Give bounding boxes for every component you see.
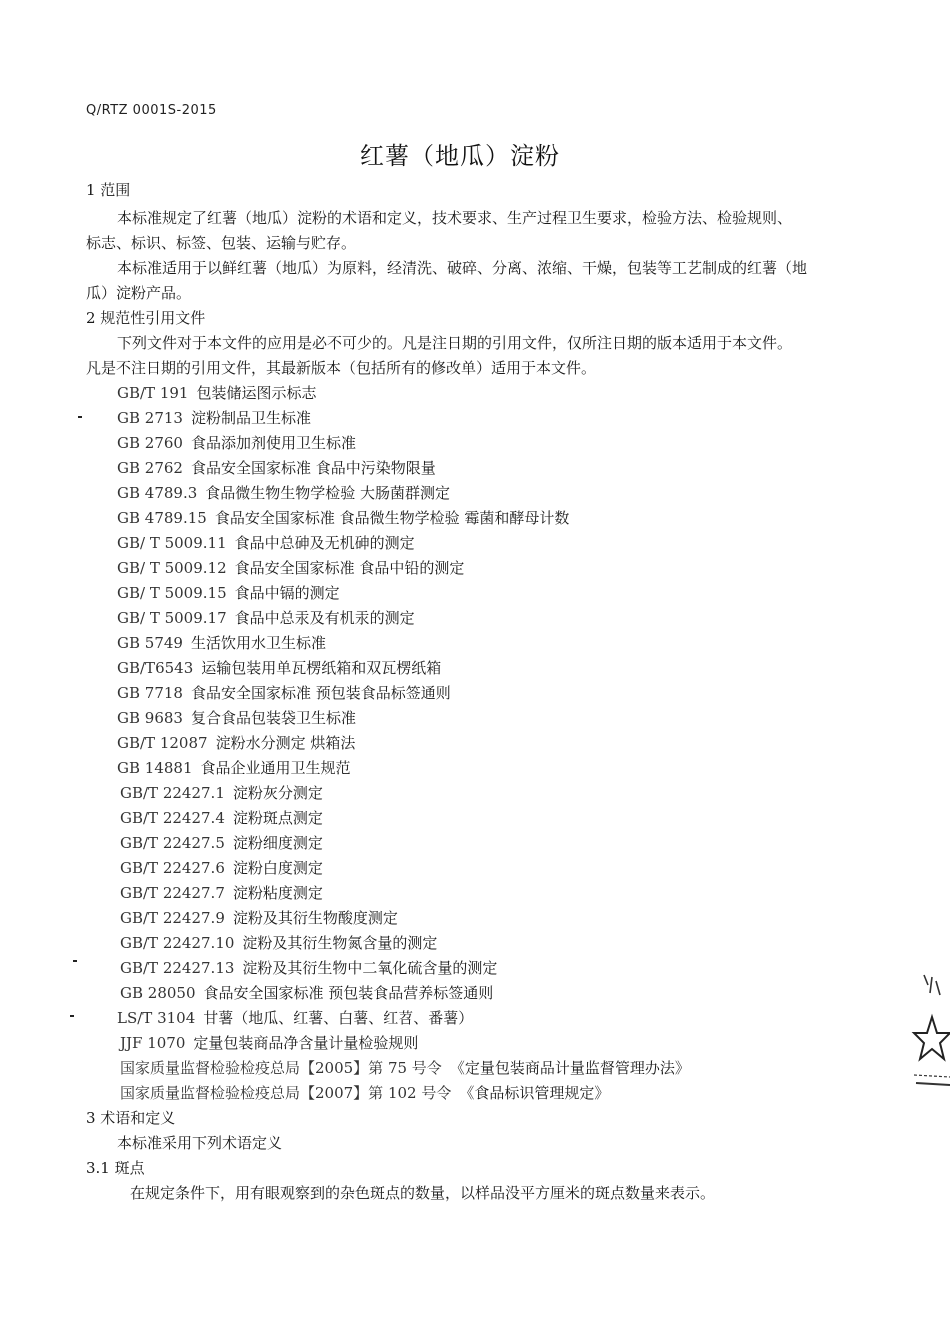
reference-title: 复合食品包装袋卫生标准 (190, 709, 356, 727)
section-2-paragraph-line-2: 凡是不注日期的引用文件，其最新版本（包括所有的修改单）适用于本文件。 (86, 359, 597, 377)
reference-code: GB/T 22427.5 (120, 834, 225, 852)
reference-title: 淀粉及其衍生物氮含量的测定 (242, 934, 438, 952)
reference-title: 食品微生物生物学检验 大肠菌群测定 (205, 484, 451, 502)
reference-item (120, 1083, 609, 1103)
reference-title: 淀粉粘度测定 (232, 884, 323, 902)
reference-code: GB/T 22427.13 (120, 959, 235, 977)
scan-mark (78, 416, 82, 418)
reference-title: 《定量包装商品计量监督管理办法》 (449, 1059, 690, 1077)
reference-title: 淀粉水分测定 烘箱法 (215, 734, 356, 752)
reference-title: 食品中镉的测定 (234, 584, 340, 602)
reference-code: GB 7718 (117, 684, 183, 702)
section-1-paragraph-2-line-2: 瓜）淀粉产品。 (86, 284, 192, 302)
reference-item (117, 708, 356, 728)
section-2-paragraph-line-1: 下列文件对于本文件的应用是必不可少的。凡是注日期的引用文件，仅所注日期的版本适用于本文件。 (117, 334, 793, 352)
section-3-1-paragraph: 在规定条件下，用有眼观察到的杂色斑点的数量，以样品没平方厘米的斑点数量来表示。 (130, 1184, 716, 1202)
reference-item (120, 833, 323, 853)
reference-item (120, 1058, 690, 1078)
reference-code: GB/T 22427.7 (120, 884, 225, 902)
reference-code: 国家质量监督检验检疫总局【2005】第 75 号令 (120, 1059, 442, 1077)
reference-item (120, 933, 437, 953)
reference-item (117, 483, 450, 503)
reference-title: 食品安全国家标准 食品中污染物限量 (190, 459, 436, 477)
reference-title: 淀粉白度测定 (232, 859, 323, 877)
section-3-paragraph: 本标准采用下列术语定义 (117, 1134, 283, 1152)
reference-code: GB 2762 (117, 459, 183, 477)
reference-title: 食品安全国家标准 预包装食品标签通则 (190, 684, 451, 702)
reference-code: GB/T 22427.4 (120, 809, 225, 827)
reference-item (117, 608, 415, 628)
reference-item (117, 1008, 473, 1028)
reference-item (117, 383, 316, 403)
section-2-heading: 2 规范性引用文件 (86, 309, 206, 327)
reference-code: GB 2713 (117, 409, 183, 427)
reference-code: GB 9683 (117, 709, 183, 727)
reference-item (120, 983, 493, 1003)
reference-title: 淀粉细度测定 (232, 834, 323, 852)
reference-code: GB/ T 5009.12 (117, 559, 227, 577)
reference-code: GB/T 22427.6 (120, 859, 225, 877)
reference-code: GB/ T 5009.11 (117, 534, 227, 552)
reference-item (117, 458, 436, 478)
reference-item (120, 808, 323, 828)
scan-mark (70, 1015, 74, 1017)
reference-code: GB 4789.15 (117, 509, 207, 527)
reference-code: GB 14881 (117, 759, 193, 777)
reference-item (120, 858, 323, 878)
reference-code: GB/T 22427.9 (120, 909, 225, 927)
reference-title: 食品中总汞及有机汞的测定 (234, 609, 415, 627)
reference-item (117, 408, 311, 428)
section-1-paragraph-1-line-1: 本标准规定了红薯（地瓜）淀粉的术语和定义，技术要求、生产过程卫生要求，检验方法、检验规则、 (117, 209, 793, 227)
reference-title: 食品添加剂使用卫生标准 (190, 434, 356, 452)
reference-code: LS/T 3104 (117, 1009, 196, 1027)
section-1-heading: 1 范围 (86, 181, 131, 199)
reference-code: GB 2760 (117, 434, 183, 452)
reference-code: GB/ T 5009.15 (117, 584, 227, 602)
reference-title: 淀粉制品卫生标准 (190, 409, 311, 427)
section-1-paragraph-1-line-2: 标志、标识、标签、包装、运输与贮存。 (86, 234, 357, 252)
reference-code: GB 28050 (120, 984, 196, 1002)
reference-code: JJF 1070 (120, 1034, 186, 1052)
reference-item (117, 658, 441, 678)
section-1-paragraph-2-line-1: 本标准适用于以鲜红薯（地瓜）为原料，经清洗、破碎、分离、浓缩、干燥，包装等工艺制成的红薯（地 (117, 259, 808, 277)
reference-title: 食品企业通用卫生规范 (200, 759, 351, 777)
reference-item (117, 433, 356, 453)
reference-item (117, 558, 464, 578)
reference-code: GB/T 22427.1 (120, 784, 225, 802)
reference-item (117, 583, 340, 603)
reference-item (117, 533, 415, 553)
reference-title: 包装储运图示标志 (196, 384, 317, 402)
reference-title: 食品中总砷及无机砷的测定 (234, 534, 415, 552)
reference-title: 淀粉灰分测定 (232, 784, 323, 802)
reference-code: GB/T 12087 (117, 734, 208, 752)
reference-title: 食品安全国家标准 预包装食品营养标签通则 (203, 984, 494, 1002)
reference-code: GB 4789.3 (117, 484, 198, 502)
reference-title: 淀粉及其衍生物中二氧化硫含量的测定 (242, 959, 498, 977)
reference-code: GB/ T 5009.17 (117, 609, 227, 627)
reference-code: GB/T 22427.10 (120, 934, 235, 952)
reference-item (120, 783, 323, 803)
document-title: 红薯（地瓜）淀粉 (360, 142, 560, 170)
reference-code: GB/T6543 (117, 659, 194, 677)
reference-code: 国家质量监督检验检疫总局【2007】第 102 号令 (120, 1084, 452, 1102)
reference-item (120, 883, 323, 903)
reference-title: 食品安全国家标准 食品微生物学检验 霉菌和酵母计数 (214, 509, 570, 527)
reference-title: 生活饮用水卫生标准 (190, 634, 326, 652)
section-3-1-heading: 3.1 斑点 (86, 1159, 145, 1177)
document-code: Q/RTZ 0001S-2015 (86, 103, 217, 118)
reference-title: 甘薯（地瓜、红薯、白薯、红苕、番薯） (203, 1009, 474, 1027)
reference-item (120, 908, 398, 928)
reference-title: 淀粉斑点测定 (232, 809, 323, 827)
reference-item (120, 958, 497, 978)
reference-title: 运输包装用单瓦楞纸箱和双瓦楞纸箱 (201, 659, 442, 677)
section-3-heading: 3 术语和定义 (86, 1109, 176, 1127)
seal-stamp-fragment (910, 965, 950, 1125)
reference-item (117, 733, 355, 753)
reference-title: 淀粉及其衍生物酸度测定 (232, 909, 398, 927)
reference-item (117, 683, 451, 703)
reference-title: 《食品标识管理规定》 (459, 1084, 610, 1102)
reference-item (120, 1033, 418, 1053)
reference-code: GB/T 191 (117, 384, 189, 402)
reference-title: 食品安全国家标准 食品中铅的测定 (234, 559, 465, 577)
reference-item (117, 633, 326, 653)
scan-mark (73, 960, 77, 962)
reference-code: GB 5749 (117, 634, 183, 652)
reference-item (117, 508, 569, 528)
reference-title: 定量包装商品净含量计量检验规则 (193, 1034, 419, 1052)
reference-item (117, 758, 351, 778)
